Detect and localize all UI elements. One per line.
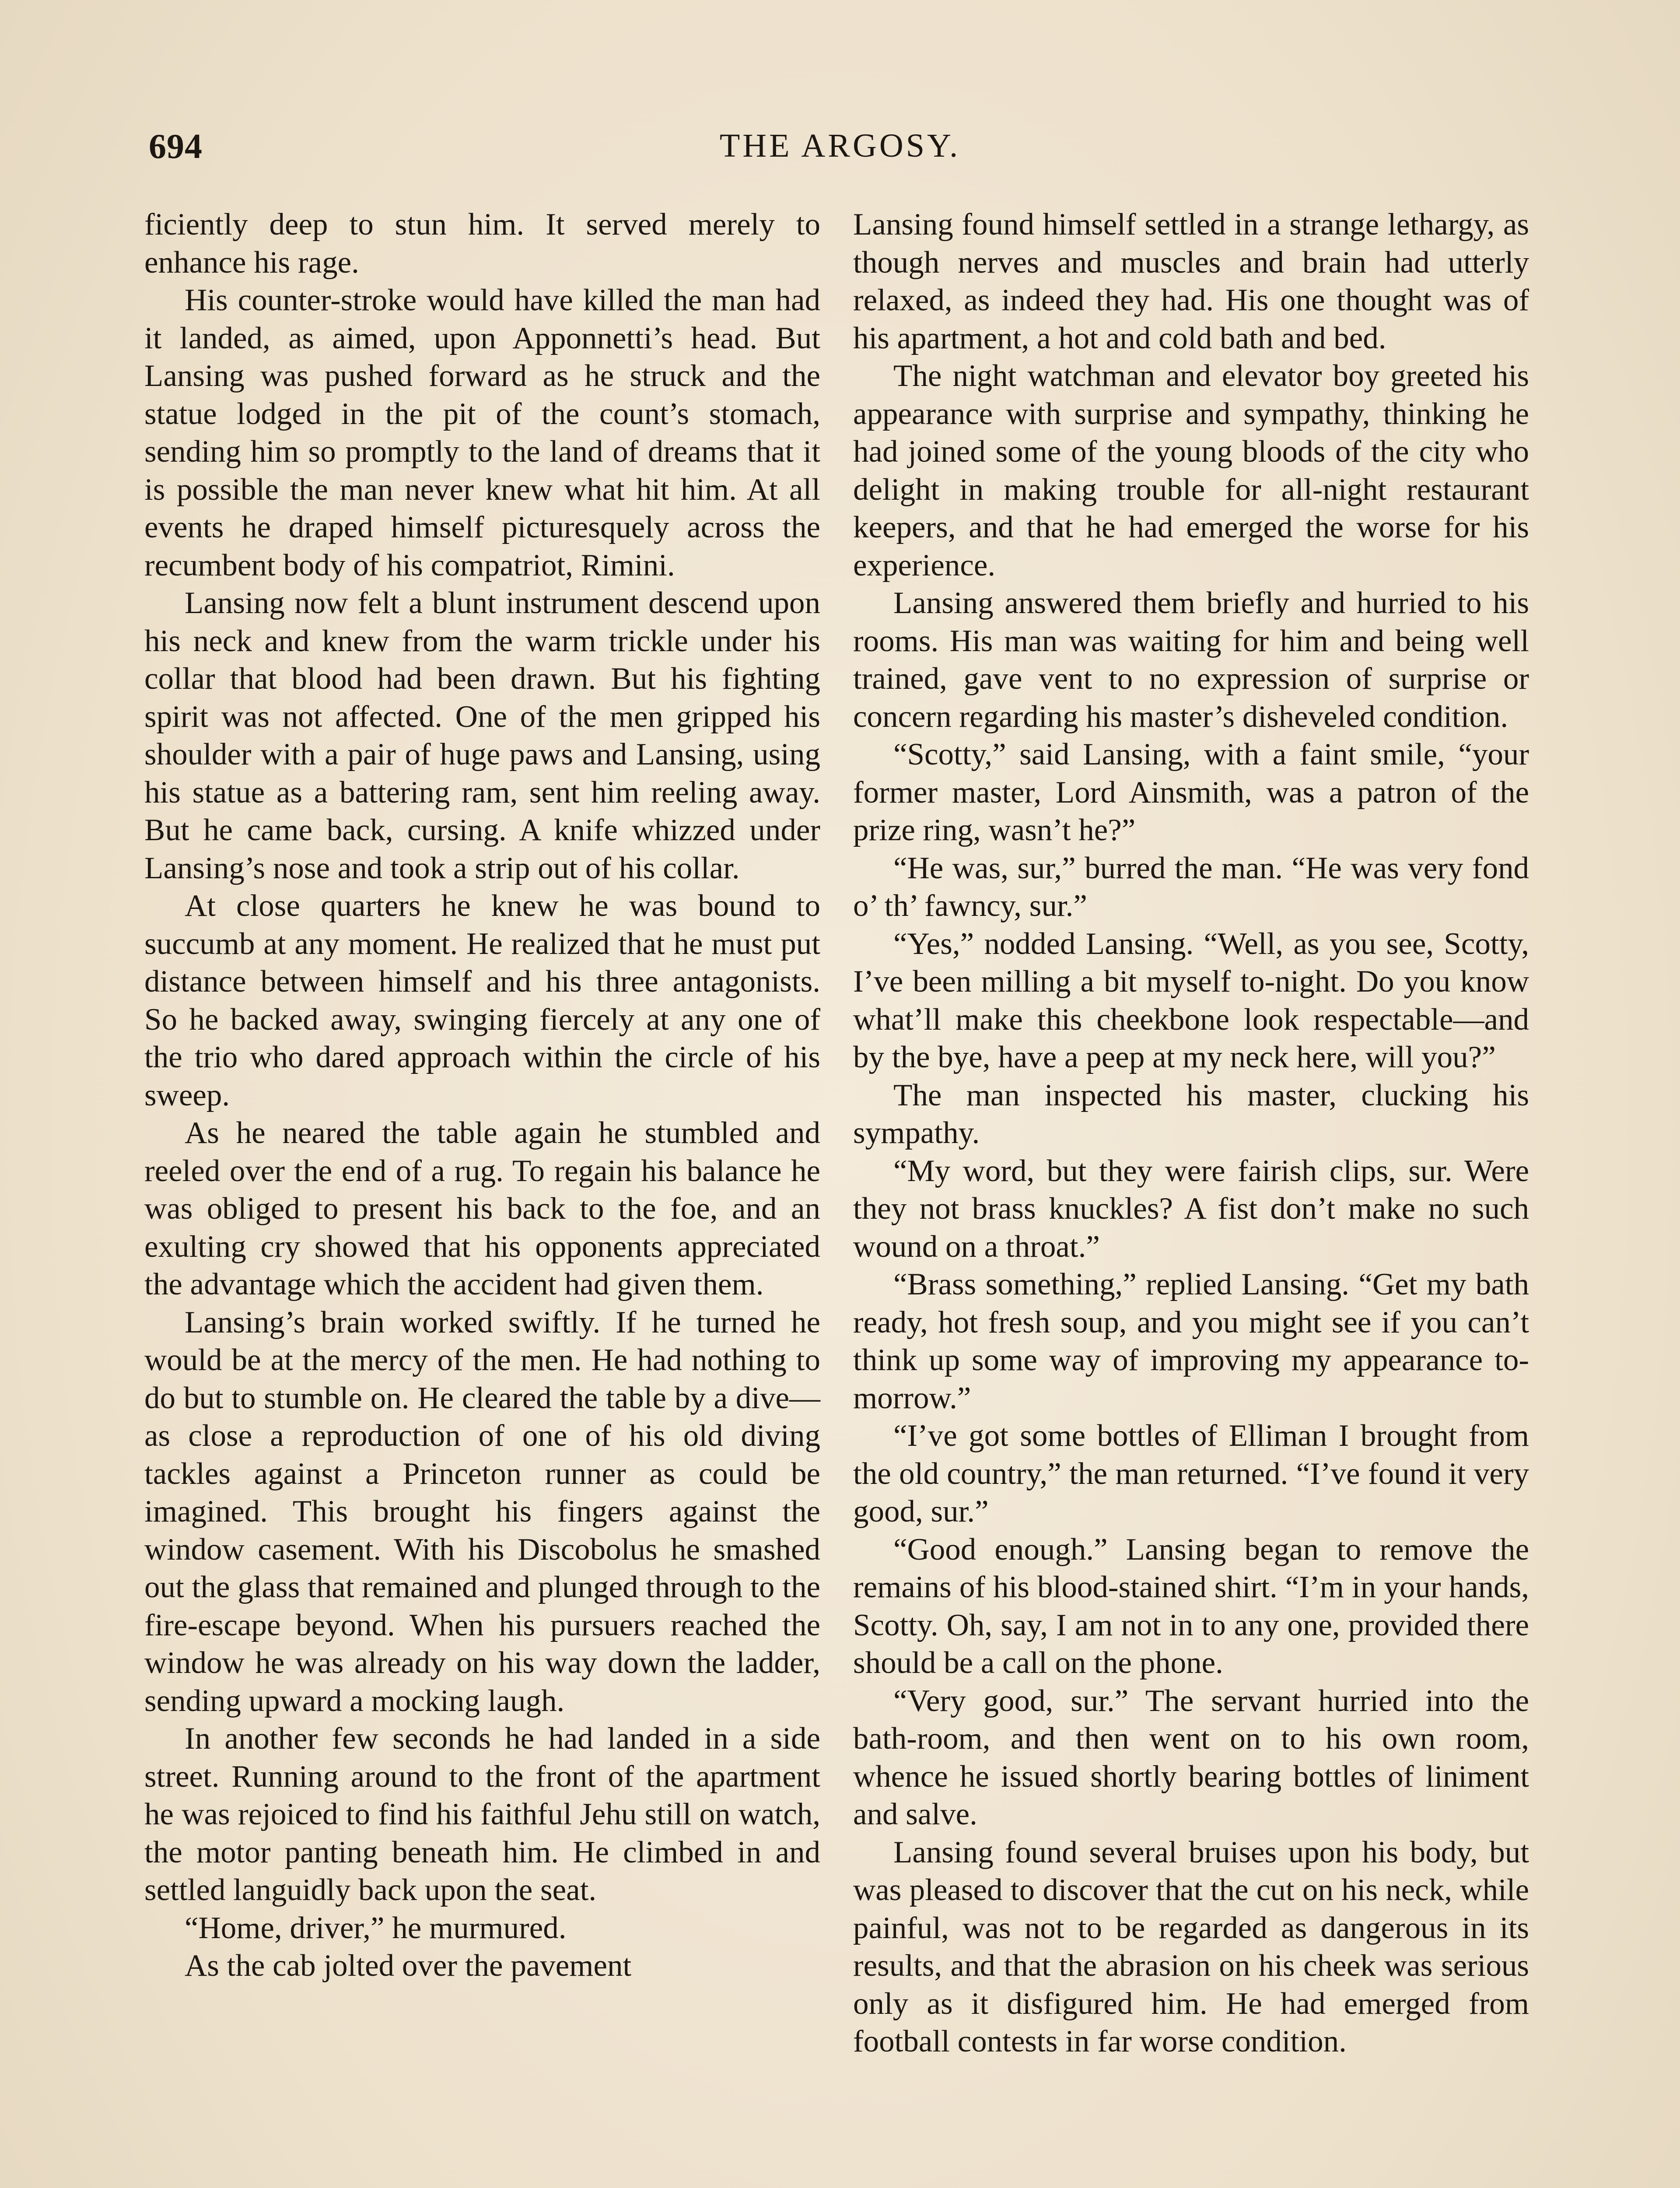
paragraph: Lansing found several bruises upon his body, but was pleased to discover that the cut on his neck, while painful, was not to be regarded as dangerous in its results, and that the abrasion on his cheek was serious only as it disfigured him. He had emerged from football contests in far worse condition. <box>853 1835 1529 2058</box>
paragraph: “Good enough.” Lansing began to remove the remains of his blood-stained shirt. “I’m in your hands, Scotty. Oh, say, I am not in to any one, provided there should be a call on the phone. <box>853 1532 1529 1680</box>
paragraph: The man inspected his master, clucking his sympathy. <box>853 1078 1529 1150</box>
paragraph: “Scotty,” said Lansing, with a faint smile, “your former master, Lord Ainsmith, was a patron of the prize ring, wasn’t he?” <box>853 737 1529 847</box>
paragraph: His counter-stroke would have killed the man had it landed, as aimed, upon Apponnetti’s head. But Lansing was pushed forward as he struck and the statue lodged in the pit of the count’s stomach, sending him so promptly to the land of dreams that it is possible the man never knew what hit him. At all events he draped himself picturesquely across the recumbent body of his compatriot, Rimini. <box>144 283 820 582</box>
page-number: 694 <box>149 127 203 166</box>
page-header <box>144 127 1536 179</box>
paragraph: “Brass something,” replied Lansing. “Get my bath ready, hot fresh soup, and you might see if you can’t think up some way of improving my appearance to-morrow.” <box>853 1267 1529 1415</box>
paragraph: Lansing’s brain worked swiftly. If he turned he would be at the mercy of the men. He had nothing to do but to stumble on. He cleared the table by a dive—as close a reproduction of one of his old diving tackles against a Princeton runner as could be imagined. This brought his fingers against the window casement. With his Discobolus he smashed out the glass that remained and plunged through to the fire-escape beyond. When his pursuers reached the window he was already on his way down the ladder, sending upward a mocking laugh. <box>144 1305 820 1718</box>
paragraph: “My word, but they were fairish clips, sur. Were they not brass knuckles? A fist don’t make no such wound on a throat.” <box>853 1154 1529 1264</box>
paragraph: As the cab jolted over the pavement <box>185 1949 632 1983</box>
right-column <box>853 206 1529 2061</box>
paragraph: Lansing now felt a blunt instrument descend upon his neck and knew from the warm trickle under his collar that blood had been drawn. But his fighting spirit was not affected. One of the men gripped his shoulder with a pair of huge paws and Lansing, using his statue as a battering ram, sent him reeling away. But he came back, cursing. A knife whizzed under Lansing’s nose and took a strip out of his collar. <box>144 586 820 885</box>
left-column <box>144 206 820 1985</box>
paragraph: In another few seconds he had landed in a side street. Running around to the front of the apartment he was rejoiced to find his faithful Jehu still on watch, the motor panting beneath him. He climbed in and settled languidly back upon the seat. <box>144 1722 820 1907</box>
paragraph: Lansing found himself settled in a strange lethargy, as though nerves and muscles and brain had utterly relaxed, as indeed they had. His one thought was of his apartment, a hot and cold bath and bed. <box>853 207 1529 355</box>
paragraph: ficiently deep to stun him. It served merely to enhance his rage. <box>144 207 820 280</box>
paragraph: “I’ve got some bottles of Elliman I brought from the old country,” the man returned. “I’ve found it very good, sur.” <box>853 1419 1529 1529</box>
paragraph: As he neared the table again he stumbled and reeled over the end of a rug. To regain his balance he was obliged to present his back to the foe, and an exulting cry showed that his opponents appreciated the advantage which the accident had given them. <box>144 1116 820 1301</box>
paragraph: The night watchman and elevator boy greeted his appearance with surprise and sympathy, thinking he had joined some of the young bloods of the city who delight in making trouble for all-night restaurant keepers, and that he had emerged the worse for his experience. <box>853 359 1529 582</box>
paragraph: “Yes,” nodded Lansing. “Well, as you see, Scotty, I’ve been milling a bit myself to-night. Do you know what’ll make this cheekbone look respectable—and by the bye, have a peep at my neck here, will you?” <box>853 926 1529 1074</box>
paragraph: “Home, driver,” he murmured. <box>185 1911 567 1945</box>
running-title: THE ARGOSY. <box>719 127 961 164</box>
paragraph: At close quarters he knew he was bound to succumb at any moment. He realized that he must put distance between himself and his three antagonists. So he backed away, swinging fiercely at any one of the trio who dared approach within the circle of his sweep. <box>144 889 820 1112</box>
paragraph: Lansing answered them briefly and hurried to his rooms. His man was waiting for him and being well trained, gave vent to no expression of surprise or concern regarding his master’s disheveled condition. <box>853 586 1529 734</box>
paragraph: “Very good, sur.” The servant hurried into the bath-room, and then went on to his own room, whence he issued shortly bearing bottles of liniment and salve. <box>853 1683 1529 1831</box>
paragraph: “He was, sur,” burred the man. “He was very fond o’ th’ fawncy, sur.” <box>853 851 1529 923</box>
